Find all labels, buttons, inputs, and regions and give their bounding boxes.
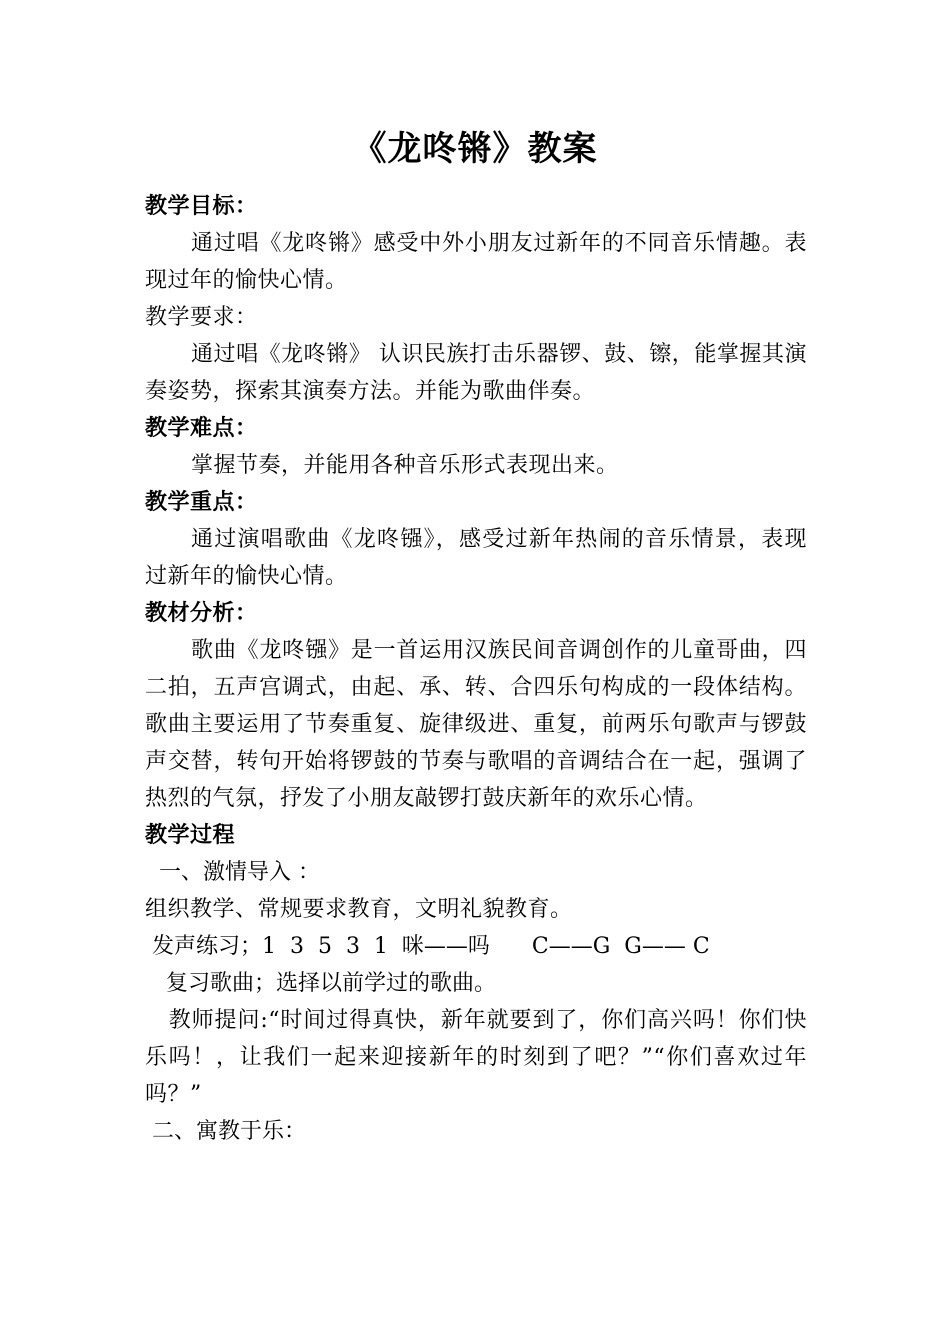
step1-line2: 发声练习；1 3 5 3 1 咪——吗 C——G G—— C	[145, 934, 710, 959]
step1-line3: 复习歌曲；选择以前学过的歌曲。	[145, 971, 496, 996]
step2-heading: 二、寓教于乐：	[145, 1119, 306, 1144]
step1-line4: 教师提问:“时间过得真快，新年就要到了，你们高兴吗！你们快乐吗！，让我们一起来迎接新年的时刻到了吧？”“你们喜欢过年吗？”	[145, 1008, 807, 1107]
step1-line1: 组织教学、常规要求教育，文明礼貌教育。	[145, 897, 573, 922]
document-body	[145, 188, 807, 1150]
focus-heading: 教学重点：	[145, 489, 258, 515]
goals-heading: 教学目标：	[145, 193, 258, 219]
requirements-text: 通过唱《龙咚锵》 认识民族打击乐器锣、鼓、镲，能掌握其演奏姿势，探索其演奏方法。并能为歌曲伴奏。	[145, 342, 807, 404]
document-title: 《龙咚锵》教案	[352, 129, 598, 169]
goals-text: 通过唱《龙咚锵》感受中外小朋友过新年的不同音乐情趣。表现过年的愉快心情。	[145, 231, 807, 293]
analysis-heading: 教材分析：	[145, 600, 258, 626]
difficulty-text: 掌握节奏，并能用各种音乐形式表现出来。	[191, 453, 619, 478]
step1-heading: 一、激情导入 ：	[145, 860, 320, 885]
analysis-text: 歌曲《龙咚镪》是一首运用汉族民间音调创作的儿童哥曲，四二拍，五声宫调式，由起、承、转、合四乐句构成的一段体结构。歌曲主要运用了节奏重复、旋律级进、重复，前两乐句歌声与锣鼓声交替，转句开始将锣鼓的节奏与歌唱的音调结合在一起，强调了热烈的气氛，抒发了小朋友敲锣打鼓庆新年的欢乐心情。	[145, 638, 807, 811]
process-heading: 教学过程	[145, 822, 236, 848]
difficulty-heading: 教学难点：	[145, 415, 258, 441]
requirements-heading: 教学要求：	[145, 305, 258, 330]
focus-text: 通过演唱歌曲《龙咚镪》，感受过新年热闹的音乐情景，表现过新年的愉快心情。	[145, 527, 807, 589]
